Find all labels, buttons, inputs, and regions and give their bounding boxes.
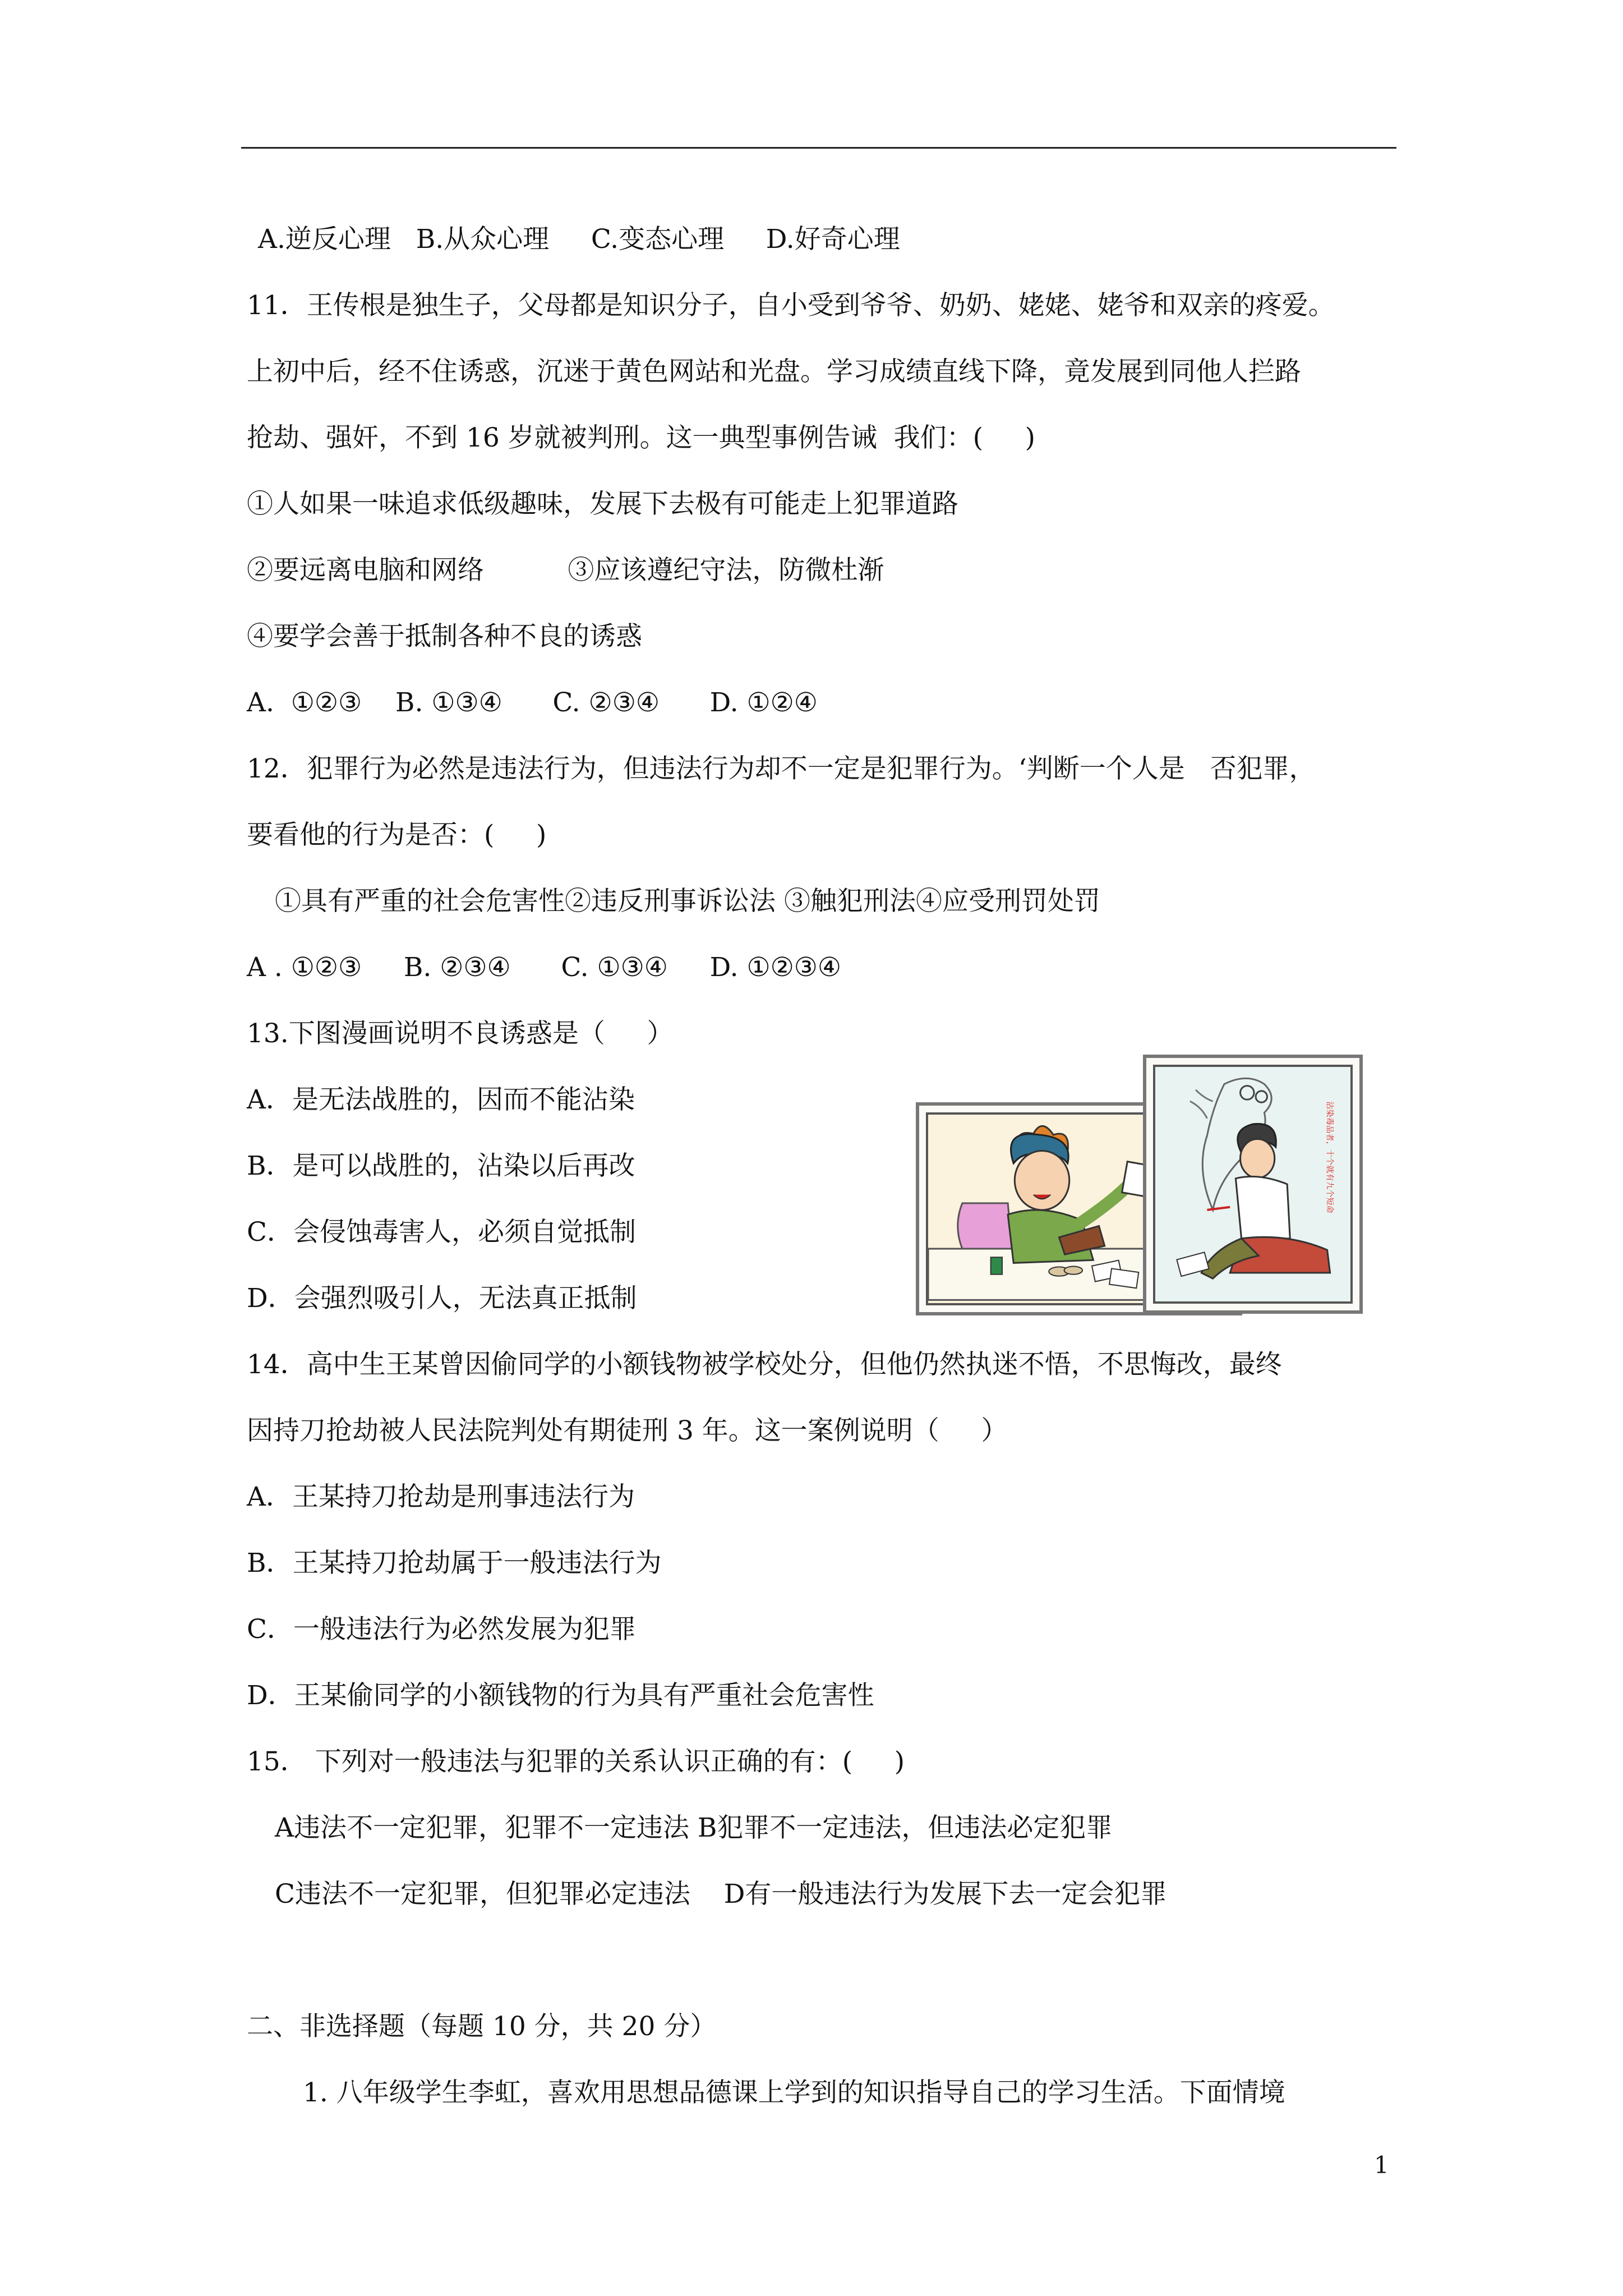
text-line: 抢劫、强奸，不到 16 岁就被判刑。这一典型事例告诫 我们：( )	[247, 422, 1035, 453]
text-line: A违法不一定犯罪，犯罪不一定违法 B犯罪不一定违法，但违法必定犯罪	[275, 1812, 1113, 1843]
text-line: B．是可以战胜的，沾染以后再改	[247, 1151, 635, 1181]
drugs-illustration	[1155, 1067, 1350, 1301]
text-line: A. ①②③ B. ①③④ C. ②③④ D. ①②④	[247, 687, 818, 718]
text-line: ①人如果一味追求低级趣味，发展下去极有可能走上犯罪道路	[247, 489, 958, 519]
text-line: 14．高中生王某曾因偷同学的小额钱物被学校处分，但他仍然执迷不悟，不思悔改，最终	[247, 1349, 1282, 1380]
text-line: ①具有严重的社会危害性②违反刑事诉讼法 ③触犯刑法④应受刑罚处罚	[275, 886, 1100, 917]
text-line: C．一般违法行为必然发展为犯罪	[247, 1614, 636, 1645]
text-line: A．是无法战胜的，因而不能沾染	[247, 1084, 635, 1115]
text-line: 1. 八年级学生李虹，喜欢用思想品德课上学到的知识指导自己的学习生活。下面情境	[303, 2077, 1285, 2108]
text-line: 要看他的行为是否：( )	[247, 820, 547, 850]
comic-drugs	[1143, 1055, 1363, 1314]
text-line: A . ①②③ B. ②③④ C. ①③④ D. ①②③④	[247, 952, 842, 983]
text-line: A．王某持刀抢劫是刑事违法行为	[247, 1481, 635, 1512]
page-number: 1	[1374, 2151, 1389, 2179]
text-line: ②要远离电脑和网络 ③应该遵纪守法，防微杜渐	[247, 555, 884, 586]
comic-caption: 沾染毒品者，十个就有九个短命	[1325, 1101, 1334, 1213]
text-line: 15． 下列对一般违法与犯罪的关系认识正确的有：( )	[247, 1746, 905, 1777]
text-line: ④要学会善于抵制各种不良的诱惑	[247, 621, 642, 652]
text-line: D．会强烈吸引人，无法真正抵制	[247, 1283, 637, 1314]
header-rule	[241, 147, 1396, 149]
text-line: 二、非选择题（每题 10 分，共 20 分）	[247, 2011, 717, 2042]
text-line: 上初中后，经不住诱惑，沉迷于黄色网站和光盘。学习成绩直线下降，竟发展到同他人拦路	[247, 356, 1301, 387]
text-line: 12．犯罪行为必然是违法行为，但违法行为却不一定是犯罪行为。‘判断一个人是 否犯罪，	[247, 753, 1316, 784]
text-line: 11．王传根是独生子，父母都是知识分子，自小受到爷爷、奶奶、姥姥、姥爷和双亲的疼爱。	[247, 290, 1335, 321]
text-line: B．王某持刀抢劫属于一般违法行为	[247, 1548, 662, 1579]
text-line: D．王某偷同学的小额钱物的行为具有严重社会危害性	[247, 1680, 874, 1711]
text-line: 因持刀抢劫被人民法院判处有期徒刑 3 年。这一案例说明（ ）	[247, 1415, 1008, 1446]
text-line: 13.下图漫画说明不良诱惑是（ ）	[247, 1018, 674, 1049]
text-line: C违法不一定犯罪，但犯罪必定违法 D有一般违法行为发展下去一定会犯罪	[275, 1879, 1167, 1910]
text-line: A.逆反心理 B.从众心理 C.变态心理 D.好奇心理	[258, 224, 900, 255]
text-line: C．会侵蚀毒害人，必须自觉抵制	[247, 1217, 636, 1248]
